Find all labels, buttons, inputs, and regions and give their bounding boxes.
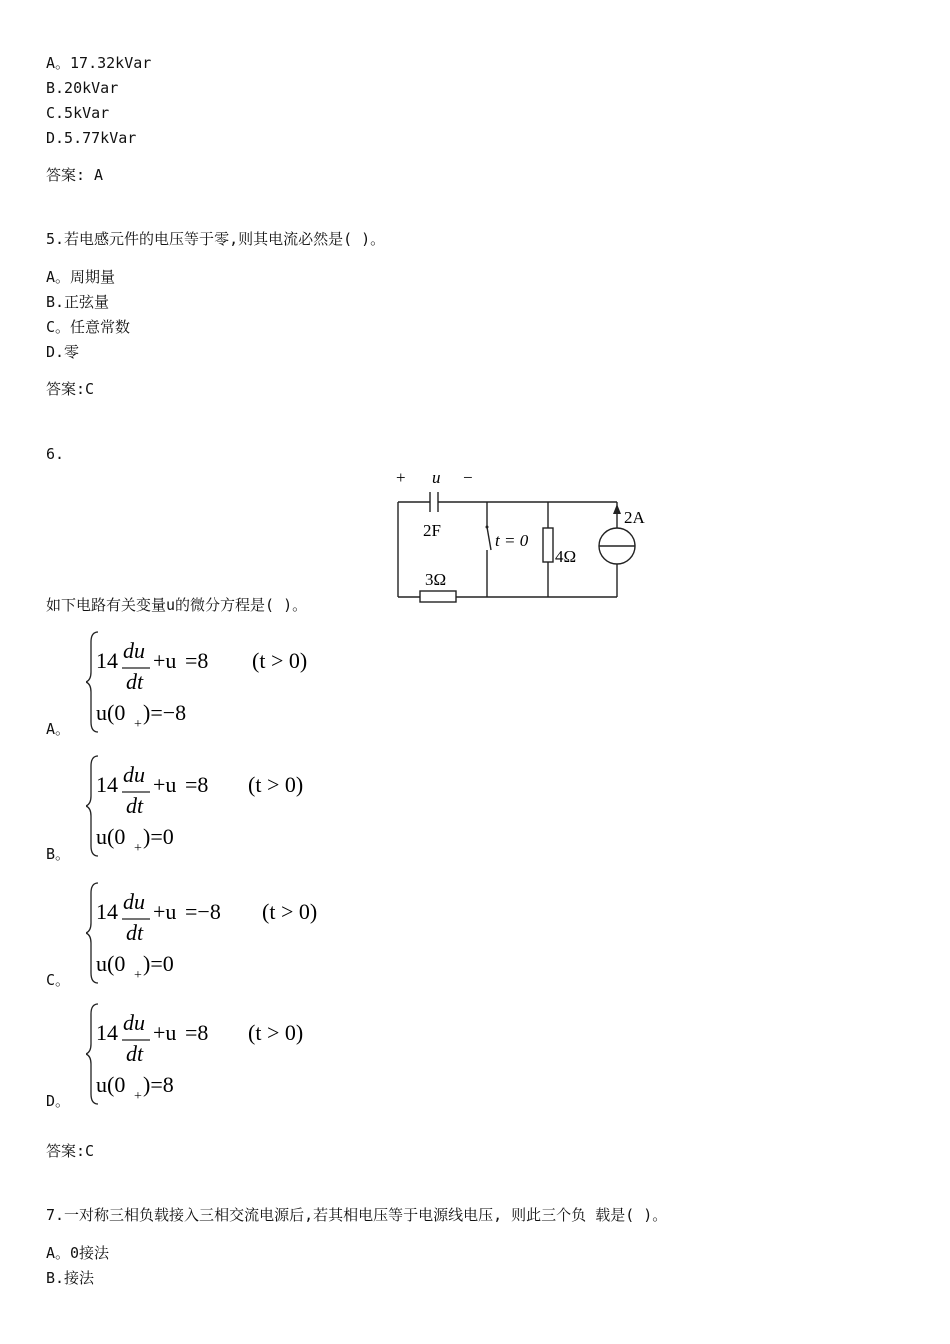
- q5-stem: 5.若电感元件的电压等于零,则其电流必然是( )。: [46, 230, 386, 248]
- rhs: =−8: [185, 899, 221, 924]
- dt: dt: [126, 669, 144, 694]
- q4-option-a: A。17.32kVar: [46, 54, 152, 72]
- du: du: [123, 762, 145, 787]
- q6-option-c-equation: [86, 879, 336, 991]
- coef: 14: [96, 772, 118, 797]
- init-rhs: )=8: [143, 1072, 174, 1097]
- plus-u: +u: [153, 772, 177, 797]
- circuit-u-label: u: [432, 468, 441, 487]
- q6-option-b-equation: [86, 752, 336, 864]
- circuit-diagram: [388, 464, 658, 613]
- du: du: [123, 638, 145, 663]
- q6-option-a-letter: A。: [46, 720, 71, 738]
- du: du: [123, 889, 145, 914]
- init-rhs: )=0: [143, 951, 174, 976]
- init-rhs: )=−8: [143, 700, 187, 725]
- q6-option-c-letter: C。: [46, 971, 71, 989]
- q5-answer: 答案:C: [46, 380, 95, 398]
- init-sub: +: [134, 968, 142, 983]
- q7-option-a: A。0接法: [46, 1244, 110, 1262]
- q5-option-c: C。任意常数: [46, 318, 131, 336]
- q5-option-d: D.零: [46, 343, 80, 361]
- coef: 14: [96, 1020, 118, 1045]
- coef: 14: [96, 899, 118, 924]
- init-lhs: u(0: [96, 951, 126, 976]
- dt: dt: [126, 793, 144, 818]
- init-sub: +: [134, 1089, 142, 1104]
- circuit-minus: −: [463, 468, 473, 487]
- init-lhs: u(0: [96, 824, 126, 849]
- init-sub: +: [134, 841, 142, 856]
- coef: 14: [96, 648, 118, 673]
- q6-option-a-equation: [86, 628, 336, 740]
- circuit-r4-label: 4Ω: [555, 547, 577, 566]
- condition: (t > 0): [262, 899, 318, 924]
- plus-u: +u: [153, 899, 177, 924]
- condition: (t > 0): [252, 648, 308, 673]
- init-lhs: u(0: [96, 700, 126, 725]
- condition: (t > 0): [248, 772, 304, 797]
- q6-option-d-letter: D。: [46, 1092, 71, 1110]
- dt: dt: [126, 920, 144, 945]
- q7-option-b: B.接法: [46, 1269, 95, 1287]
- plus-u: +u: [153, 1020, 177, 1045]
- rhs: =8: [185, 1020, 209, 1045]
- circuit-switch-label: t = 0: [495, 531, 529, 550]
- q6-answer: 答案:C: [46, 1142, 95, 1160]
- circuit-source-label: 2A: [624, 508, 645, 527]
- rhs: =8: [185, 772, 209, 797]
- dt: dt: [126, 1041, 144, 1066]
- init-rhs: )=0: [143, 824, 174, 849]
- init-sub: +: [134, 717, 142, 732]
- q7-stem: 7.一对称三相负载接入三相交流电源后,若其相电压等于电源线电压, 则此三个负 载是( )。: [46, 1206, 668, 1224]
- circuit-r3-label: 3Ω: [425, 570, 447, 589]
- q5-option-a: A。周期量: [46, 268, 116, 286]
- init-lhs: u(0: [96, 1072, 126, 1097]
- q6-number: 6.: [46, 445, 65, 463]
- condition: (t > 0): [248, 1020, 304, 1045]
- q6-stem: 如下电路有关变量u的微分方程是( )。: [46, 596, 308, 614]
- circuit-plus: +: [396, 468, 406, 487]
- circuit-cap-label: 2F: [423, 521, 441, 540]
- q4-answer: 答案: A: [46, 166, 104, 184]
- q5-option-b: B.正弦量: [46, 293, 110, 311]
- q6-option-d-equation: [86, 1000, 336, 1112]
- q4-option-c: C.5kVar: [46, 104, 110, 122]
- q6-option-b-letter: B。: [46, 845, 71, 863]
- rhs: =8: [185, 648, 209, 673]
- q4-option-d: D.5.77kVar: [46, 129, 137, 147]
- du: du: [123, 1010, 145, 1035]
- plus-u: +u: [153, 648, 177, 673]
- q4-option-b: B.20kVar: [46, 79, 119, 97]
